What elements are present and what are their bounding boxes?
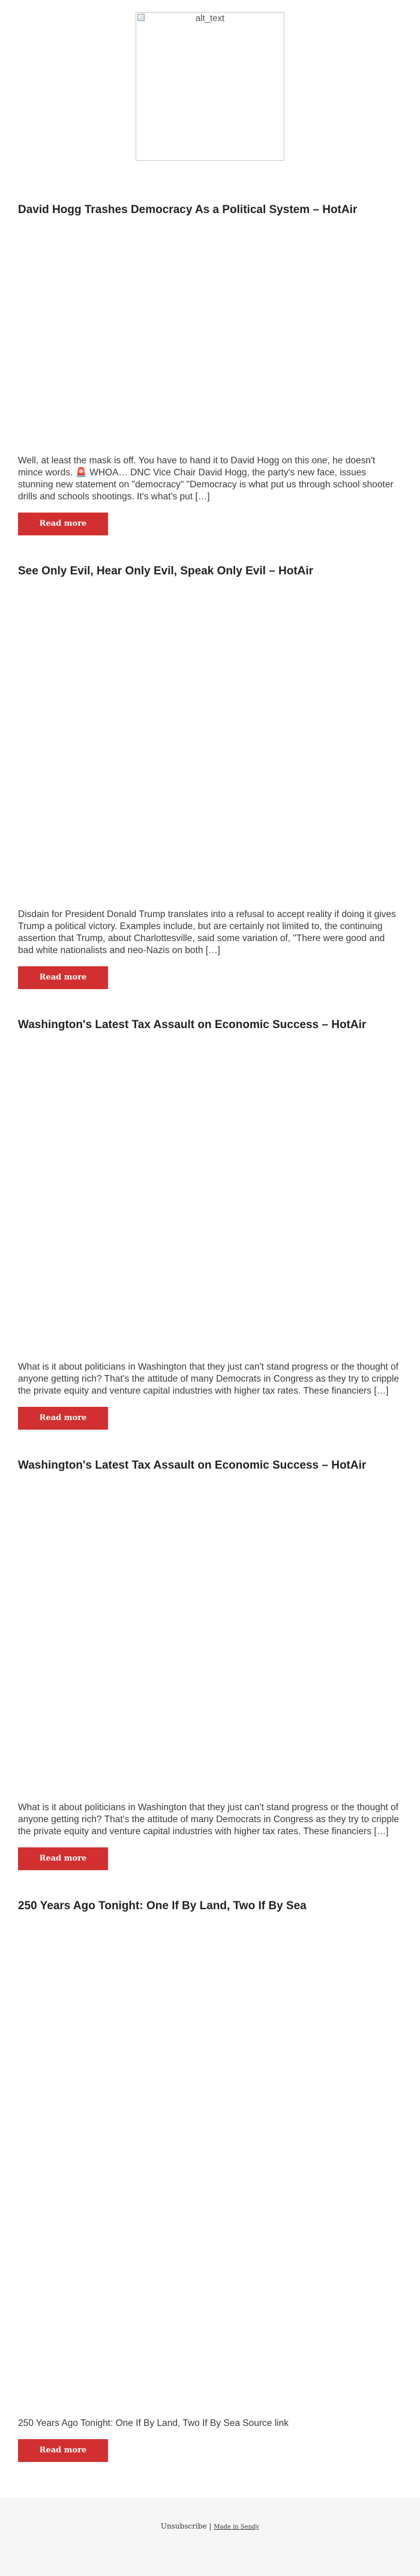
footer	[0, 2498, 420, 2576]
article-title: Washington's Latest Tax Assault on Economic Success – HotAir	[18, 1459, 367, 1472]
article-image	[18, 1913, 402, 2418]
read-more-button[interactable]: Read more	[18, 1847, 108, 1870]
article-4	[0, 1458, 420, 1870]
article-image	[18, 1473, 402, 1802]
article-title: Washington's Latest Tax Assault on Economic Success – HotAir	[18, 1019, 367, 1031]
unsubscribe-label: Unsubscribe	[160, 2522, 207, 2530]
article-2	[0, 564, 420, 989]
article-5	[0, 1899, 420, 2462]
article-image	[18, 579, 402, 909]
article-image	[18, 1032, 402, 1361]
article-image	[18, 217, 402, 455]
article-excerpt: 250 Years Ago Tonight: One If By Land, Two If By Sea Source link	[18, 2418, 289, 2428]
article-title: 250 Years Ago Tonight: One If By Land, Two If By Sea	[18, 1900, 307, 1912]
article-excerpt: Disdain for President Donald Trump translates into a refusal to accept reality if doing it gives Trump a political victory. Examples include, but are certainly not limited to, the continuing assertion that Trump, about Charlottesville, said some variation of, "There were good and bad white nationalists and neo-Nazis on both […]	[18, 909, 396, 955]
article-excerpt: What is it about politicians in Washington that they just can't stand progress or the thought of anyone getting rich? That's the attitude of many Democrats in Congress as they try to cripple the private equity and venture capital industries with higher tax rates. These financiers […]	[18, 1362, 400, 1396]
logo-alt-text: alt_text	[195, 13, 225, 23]
logo-image	[136, 12, 284, 161]
made-with-link[interactable]: Made in Sendy	[214, 2524, 260, 2530]
read-more-button[interactable]: Read more	[18, 1407, 108, 1430]
article-title: See Only Evil, Hear Only Evil, Speak Only Evil – HotAir	[18, 565, 314, 577]
footer-links	[0, 2522, 420, 2530]
article-3	[0, 1018, 420, 1430]
article-title: David Hogg Trashes Democracy As a Political System – HotAir	[18, 203, 358, 216]
header	[0, 0, 420, 162]
article-excerpt: What is it about politicians in Washington that they just can't stand progress or the thought of anyone getting rich? That's the attitude of many Democrats in Congress as they try to cripple the private equity and venture capital industries with higher tax rates. These financiers […]	[18, 1802, 400, 1837]
footer-separator: |	[209, 2522, 212, 2530]
article-excerpt: Well, at least the mask is off. You have to hand it to David Hogg on this one, he doesn't mince words. 🚨 WHOA… DNC Vice Chair David Hogg, the party's new face, issues stunning new statement on "democracy" "Democracy is what put us through school shooter drills and schools shootings. It's what's put […]	[18, 456, 394, 502]
read-more-button[interactable]: Read more	[18, 966, 108, 989]
read-more-button[interactable]: Read more	[18, 513, 108, 535]
read-more-button[interactable]: Read more	[18, 2439, 108, 2462]
article-1	[0, 203, 420, 535]
